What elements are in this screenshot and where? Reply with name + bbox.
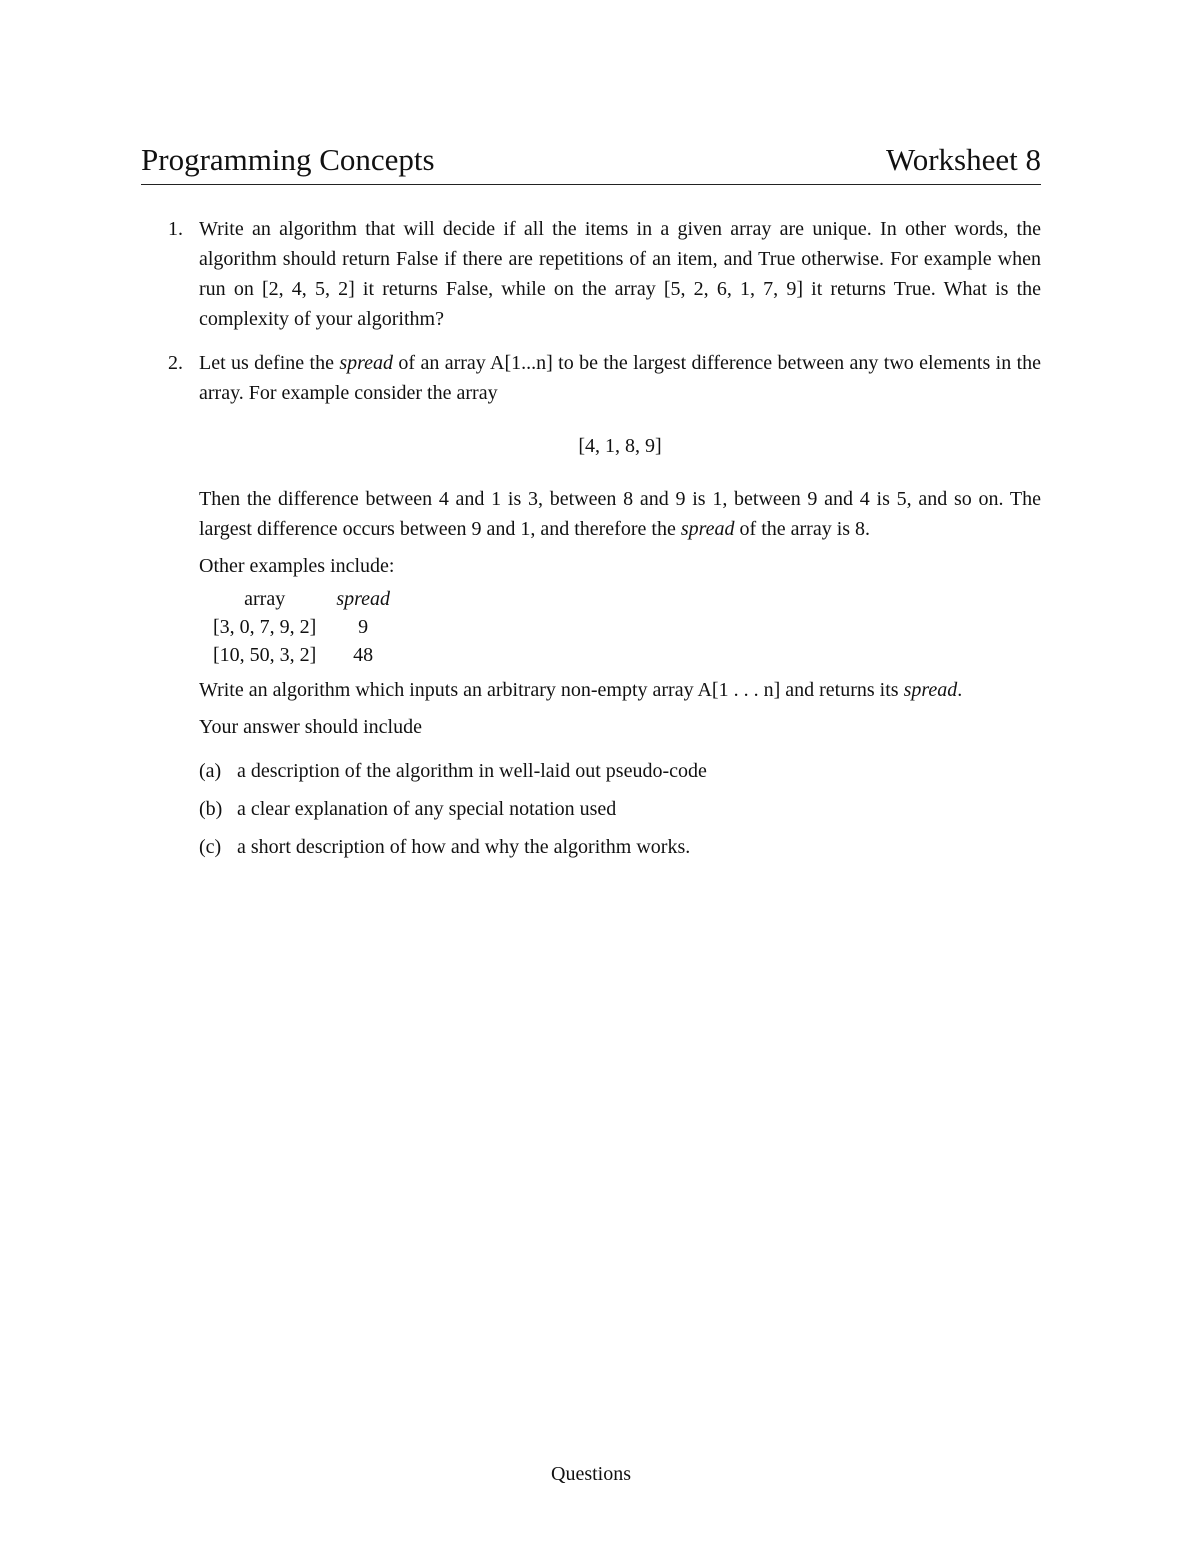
list-item: (c) a short description of how and why the algorithm works. [199, 836, 691, 858]
examples-table [203, 585, 400, 669]
question-2-intro: Let us define the spread of an array A[1...n] to be the largest difference between any two elements in the array. For example consider the array [199, 352, 1042, 404]
table-header-array: array [244, 588, 286, 610]
table-cell: 48 [353, 644, 374, 666]
table-cell: 9 [358, 616, 369, 638]
question-2-explanation: Then the difference between 4 and 1 is 3, between 8 and 9 is 1, between 9 and 4 is 5, and so on. The largest difference occurs between 9 and 1, and therefore the spread of the array is 8. [199, 488, 1041, 540]
question-1-number: 1. [168, 218, 183, 240]
question-1 [141, 214, 1041, 334]
answer-intro: Your answer should include [199, 716, 422, 738]
question-2-number: 2. [168, 352, 183, 374]
page-header [141, 140, 1041, 185]
table-row [203, 641, 400, 669]
question-2 [141, 348, 1041, 866]
other-examples-label: Other examples include: [199, 555, 395, 577]
question-1-text: Write an algorithm that will decide if all the items in a given array are unique. In other words, the algorithm should return False if there are repetitions of an item, and True otherwise. For example when run on [2, 4, 5, 2] it returns False, while on the array [5, 2, 6, 1, 7, 9] it returns True. What is the complexity of your algorithm? [199, 218, 1041, 330]
list-item: (b) a clear explanation of any special notation used [199, 798, 617, 820]
page-footer: Questions [551, 1463, 631, 1485]
course-title: Programming Concepts [141, 142, 435, 177]
table-header-spread: spread [336, 588, 391, 610]
table-header-row [203, 585, 400, 613]
table-cell: [3, 0, 7, 9, 2] [213, 616, 317, 638]
table-cell: [10, 50, 3, 2] [213, 644, 317, 666]
question-2-task: Write an algorithm which inputs an arbitrary non-empty array A[1 . . . n] and returns its spread. [199, 679, 963, 701]
worksheet-title: Worksheet 8 [885, 142, 1041, 177]
table-row [203, 613, 400, 641]
example-array: [4, 1, 8, 9] [578, 435, 662, 457]
answer-requirements [199, 752, 1041, 866]
list-item: (a) a description of the algorithm in well-laid out pseudo-code [199, 760, 707, 782]
